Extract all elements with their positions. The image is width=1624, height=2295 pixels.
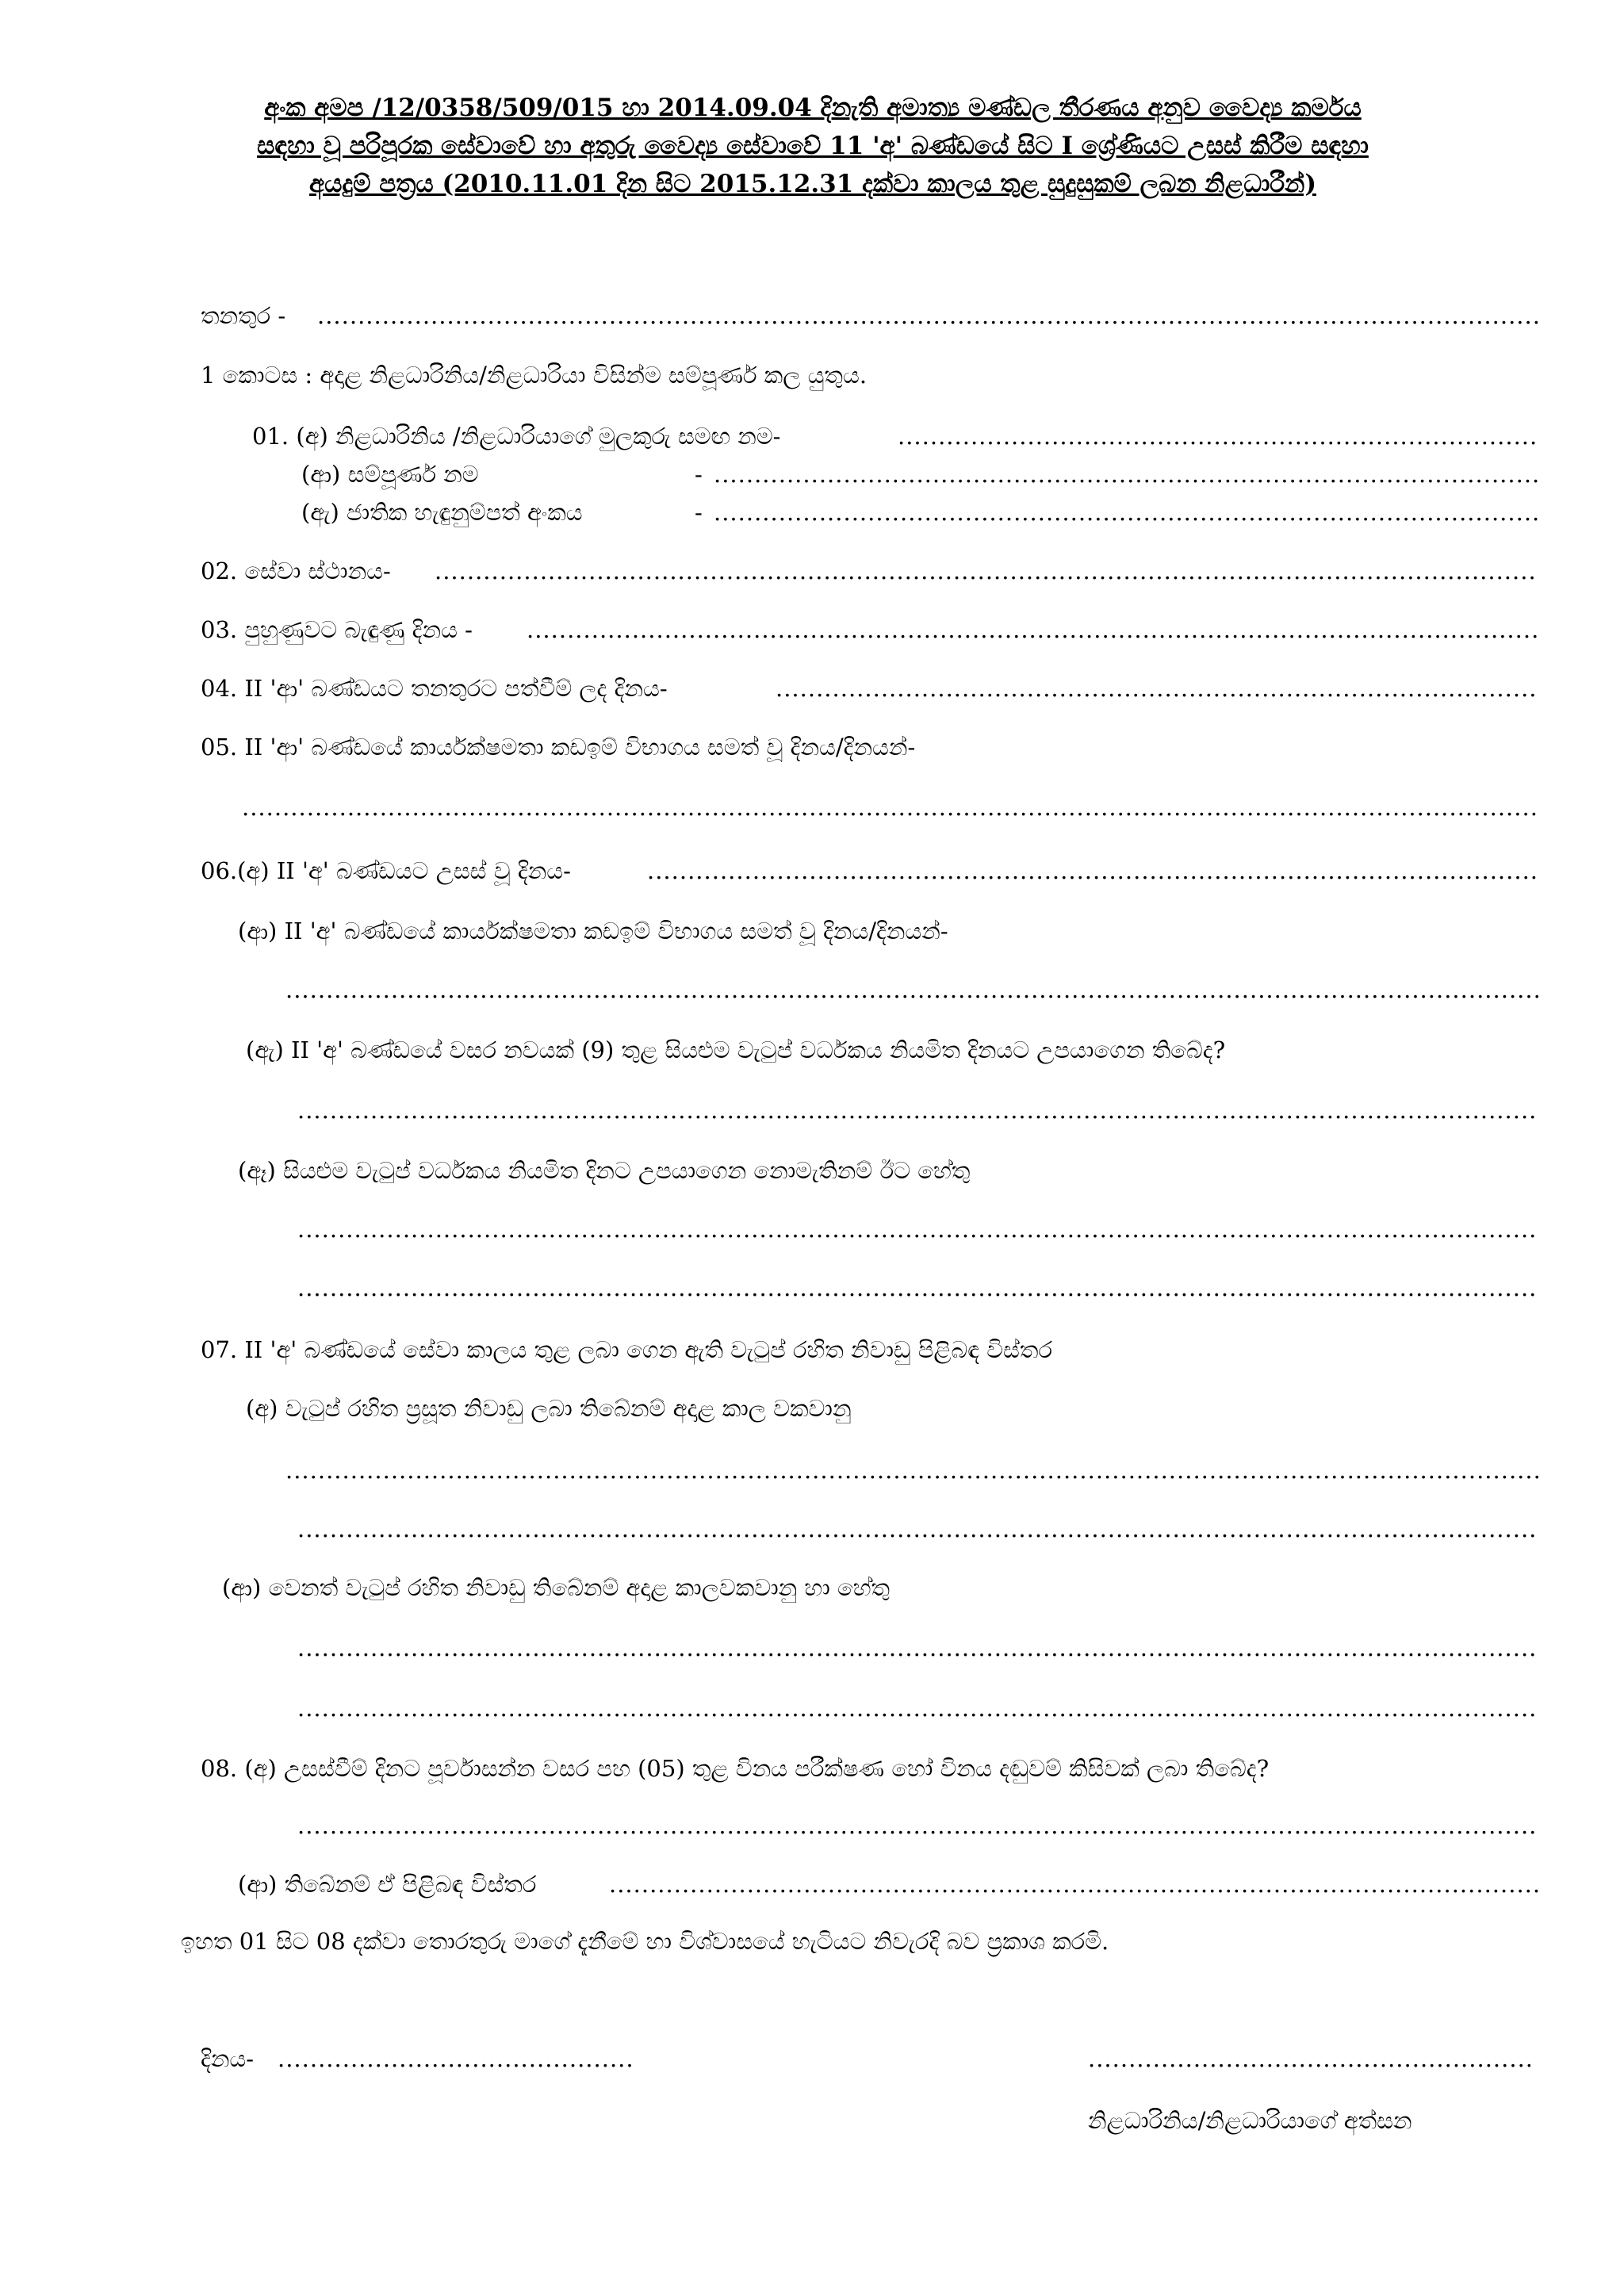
q03-label: 03. පුහුණුවට බැඳුණු දිනය - xyxy=(201,616,473,643)
q01a-label: 01. (අ) නිළධාරිනිය /නිළධාරියාගේ මුලකුරු සමඟ නම- xyxy=(252,423,781,450)
q06a-label: 06.(අ) II 'අ' බණ්ඩයට උසස් වූ දිනය- xyxy=(201,857,571,884)
part-1-instruction: 1 කොටස : අදාළ නිළධාරිනිය/නිළධාරියා විසින්ම සම්පූර්ණ කල යුතුය. xyxy=(201,362,868,389)
q01c-separator: - xyxy=(695,499,703,526)
date-label: දිනය- xyxy=(201,2045,255,2072)
signature-label: නිළධාරිනිය/නිළධාරියාගේ අත්සන xyxy=(1088,2107,1412,2134)
heading-line-3: අයදුම් පත්‍රය (2010.11.01 දින සිට 2015.12.31 දක්වා කාලය තුළ සුදුසුකම් ලබන නිළධාරීන්) xyxy=(309,170,1316,198)
post-field[interactable] xyxy=(317,300,1538,331)
q05-exam-date-field[interactable] xyxy=(242,791,1538,823)
q06d-reasons-field-1[interactable] xyxy=(297,1213,1538,1245)
date-field[interactable] xyxy=(278,2043,633,2075)
q06b-exam-date-field[interactable] xyxy=(285,974,1538,1006)
heading-line-2: සඳහා වූ පරිපූරක සේවාවේ හා අතුරු වෛද්‍ය සේවාවේ 11 'අ' බණ්ඩයේ සිට I ශ්‍රේණියට උසස් කිරීම සඳහා xyxy=(257,132,1369,160)
q07a-maternity-leave-field-1[interactable] xyxy=(285,1454,1538,1486)
q01c-label: (ඇ) ජාතික හැඳුනුම්පත් අංකය xyxy=(301,499,583,526)
q02-label: 02. සේවා ස්ථානය- xyxy=(201,557,391,584)
q07a-label: (අ) වැටුප් රහිත ප්‍රසූත නිවාඩු ලබා තිබේනම් අදාළ කාල වකවානු xyxy=(246,1395,852,1422)
q06c-increments-field[interactable] xyxy=(297,1094,1538,1126)
q06a-promotion-date-field[interactable] xyxy=(647,855,1538,887)
signature-field[interactable] xyxy=(1088,2043,1530,2075)
post-label: තනතුර - xyxy=(201,302,286,329)
q01c-nic-field[interactable] xyxy=(714,496,1538,528)
form-heading xyxy=(159,89,1467,203)
declaration-text: ඉහත 01 සිට 08 දක්වා තොරතුරු මාගේ දැනීමේ හා විශ්වාසයේ හැටියට නිවැරදි බව ප්‍රකාශ කරමි. xyxy=(181,1928,1109,1955)
q06d-reasons-field-2[interactable] xyxy=(297,1272,1538,1304)
q07b-other-leave-field-1[interactable] xyxy=(297,1632,1538,1664)
q02-workplace-field[interactable] xyxy=(435,555,1538,587)
q05-label: 05. II 'ආ' බණ්ඩයේ කාර්යක්ෂමතා කඩඉම් විභාගය සමත් වූ දිනය/දිනයන්- xyxy=(201,734,916,761)
q06d-label: (ඈ) සියළුම වැටුප් වර්ධකය නියමිත දිනට උපයාගෙන නොමැතිනම් ඊට හේතු xyxy=(238,1157,971,1184)
q07b-label: (ආ) වෙනත් වැටුප් රහිත නිවාඩු තිබේනම් අදාළ කාලවකවානු හා හේතු xyxy=(222,1574,891,1601)
q03-training-date-field[interactable] xyxy=(527,614,1538,646)
q06c-label: (ඇ) II 'අ' බණ්ඩයේ වසර නවයක් (9) තුළ සියළුම වැටුප් වර්ධකය නියමිත දිනයට උපයාගෙන තිබේද? xyxy=(246,1036,1226,1063)
q04-label: 04. II 'ආ' බණ්ඩයට තනතුරට පත්වීම් ලද දිනය- xyxy=(201,675,668,702)
q08b-label: (ආ) තිබේනම් ඒ පිළිබඳ විස්තර xyxy=(238,1871,537,1898)
q01b-separator: - xyxy=(695,461,703,488)
heading-line-1: අංක අමප /12/0358/509/015 හා 2014.09.04 දිනැති අමාත්‍ය මණ්ඩල තීරණය අනුව වෛද්‍ය කර්මය xyxy=(264,94,1362,122)
q07-label: 07. II 'අ' බණ්ඩයේ සේවා කාලය තුළ ලබා ගෙන ඇති වැටුප් රහිත නිවාඩු පිළිබඳ විස්තර xyxy=(201,1336,1052,1363)
q08b-details-field[interactable] xyxy=(609,1868,1538,1900)
q01a-name-with-initials-field[interactable] xyxy=(898,420,1538,452)
q01b-label: (ආ) සම්පූර්ණ නම xyxy=(301,461,479,488)
q07a-maternity-leave-field-2[interactable] xyxy=(297,1513,1538,1545)
q01b-full-name-field[interactable] xyxy=(714,458,1538,490)
q08a-label: 08. (අ) උසස්වීම් දිනට පූර්වාසන්න වසර පහ (05) තුළ විනය පරීක්ෂණ හෝ විනය දඬුවම් කිසිවක් ලබා තිබේද? xyxy=(201,1755,1270,1782)
q07b-other-leave-field-2[interactable] xyxy=(297,1692,1538,1724)
q04-appointment-date-field[interactable] xyxy=(776,672,1538,704)
q06b-label: (ආ) II 'අ' බණ්ඩයේ කාර්යක්ෂමතා කඩඉම් විභාගය සමත් වූ දිනය/දිනයන්- xyxy=(238,918,948,944)
q08a-disciplinary-field[interactable] xyxy=(297,1810,1538,1841)
